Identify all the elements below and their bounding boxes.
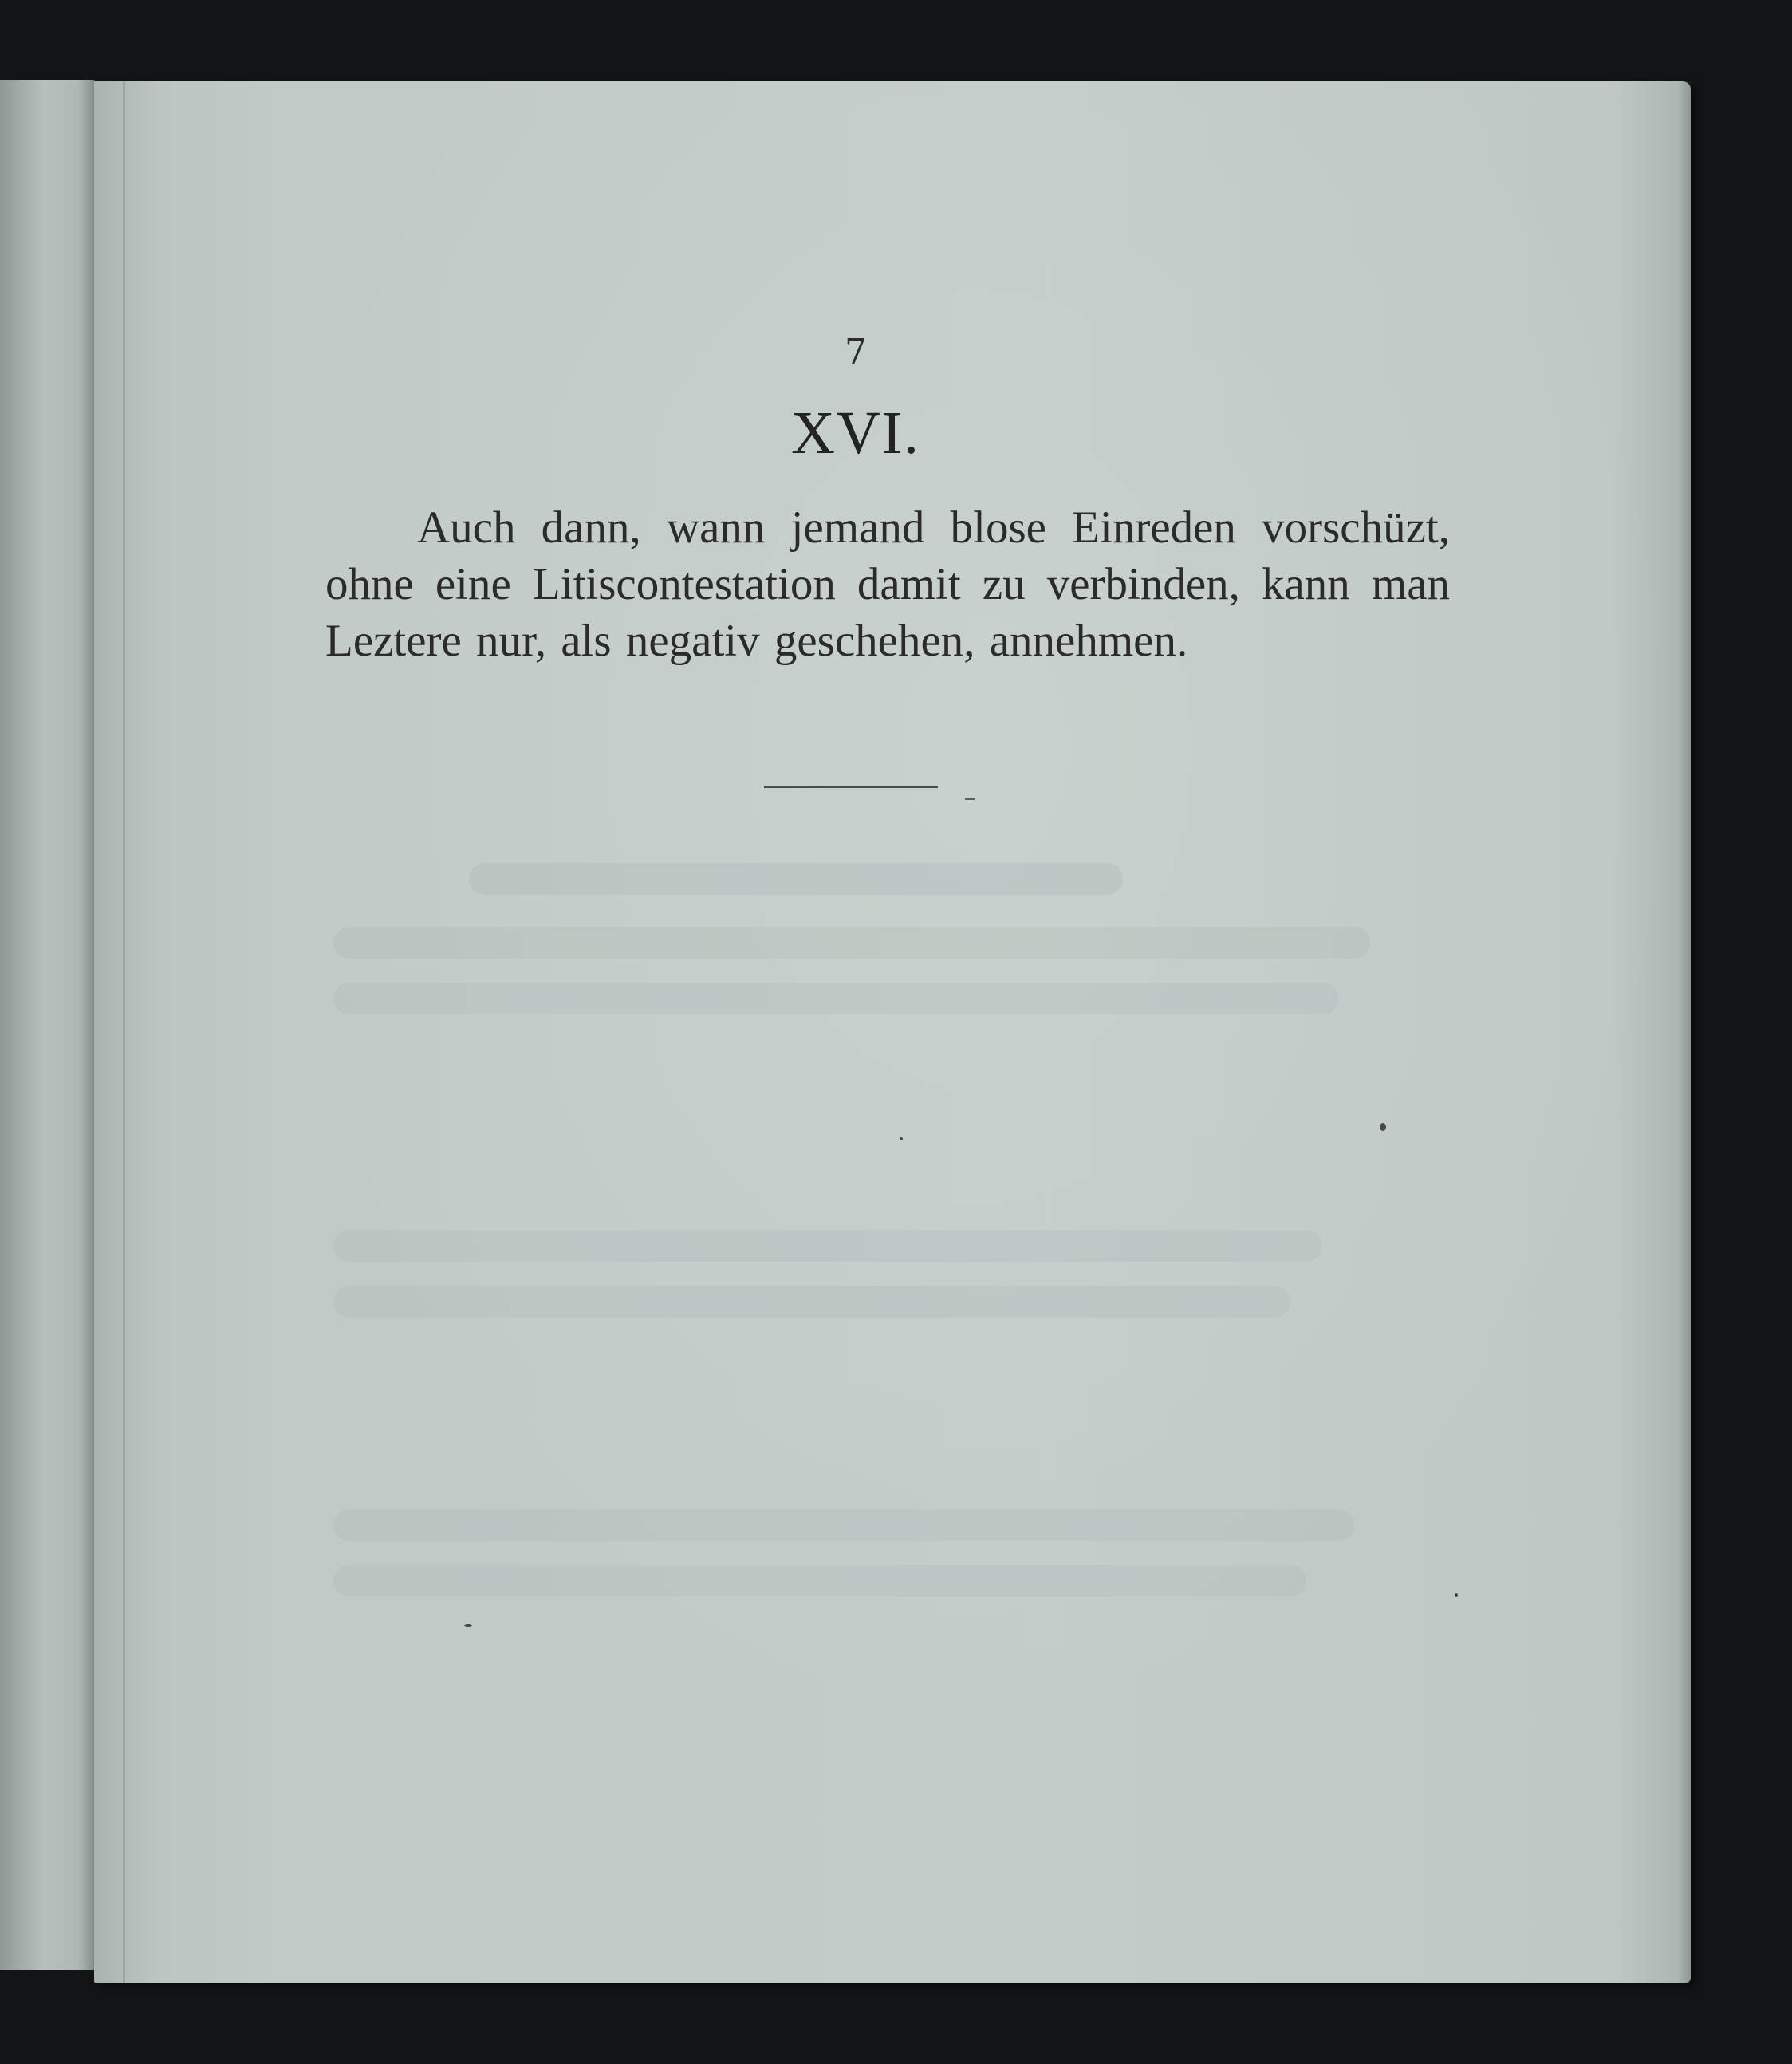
bleed-through-smudge: [333, 1286, 1290, 1318]
bleed-through-smudge: [333, 1230, 1322, 1262]
bleed-through-smudge: [333, 1509, 1354, 1541]
paper-speck: [464, 1624, 472, 1627]
body-paragraph: Auch dann, wann jemand blose Einreden vorschüzt, ohne eine Litiscontestation damit zu verbinden, kann man Leztere nur, als negativ geschehen, annehmen.: [325, 502, 1450, 666]
section-divider-mark: [965, 798, 975, 800]
page-edge-shadow: [1678, 81, 1691, 1983]
paper-speck: [1380, 1123, 1386, 1131]
paper-speck: [900, 1137, 903, 1140]
bleed-through-smudge: [333, 1565, 1306, 1597]
section-heading: XVI.: [790, 400, 921, 467]
bleed-through-smudge: [333, 927, 1370, 959]
section-divider-rule: [764, 786, 938, 788]
paper-speck: [1455, 1593, 1458, 1597]
bleed-through-smudge: [333, 983, 1338, 1014]
page-number: 7: [845, 332, 867, 372]
bleed-through-smudge: [469, 863, 1123, 895]
book-page: [94, 81, 1691, 1983]
